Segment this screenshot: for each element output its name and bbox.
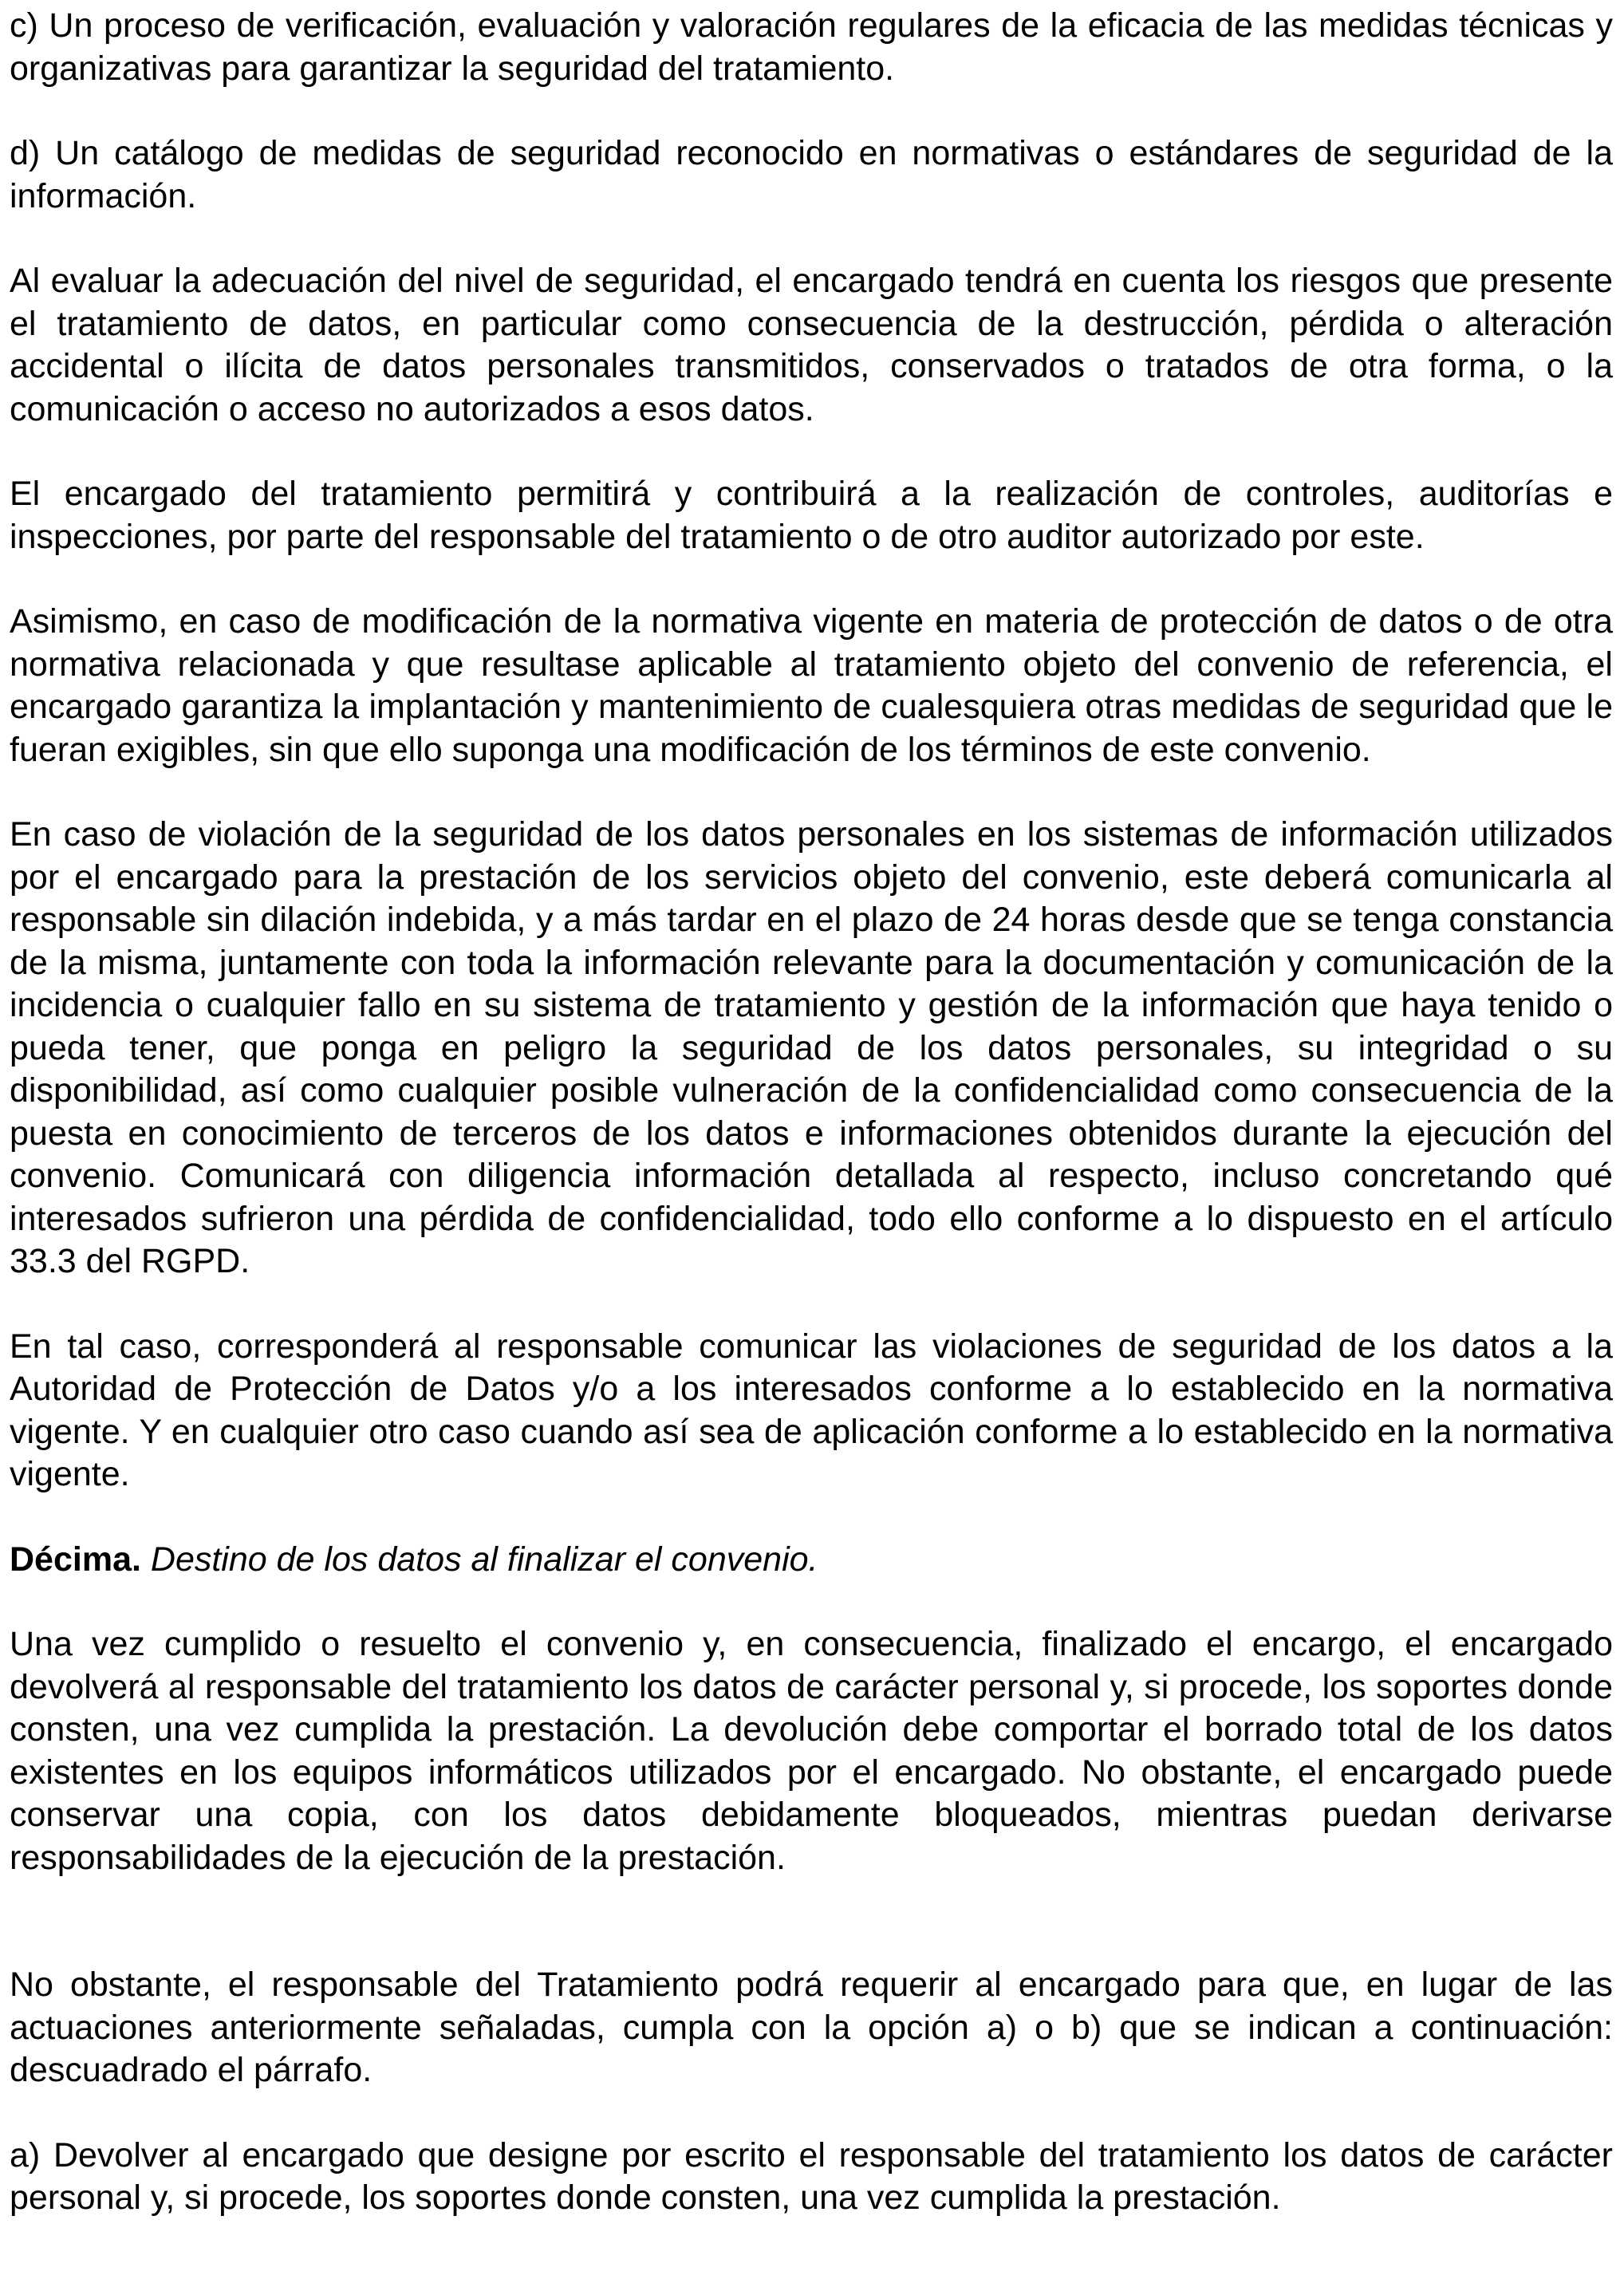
paragraph-data-return: Una vez cumplido o resuelto el convenio y, en consecuencia, finalizado el encargo, el encargado devolverá al responsable del tratamiento los datos de carácter personal y, si procede, los soportes donde consten, una vez cumplida la prestación. La devolución debe comportar el borrado total de los datos existentes en los equipos informáticos utilizados por el encargado. No obstante, el encargado puede conservar una copia, con los datos debidamente bloqueados, mientras puedan derivarse responsabilidades de la ejecución de la prestación. (10, 1625, 1613, 1877)
paragraph-audits: El encargado del tratamiento permitirá y contribuirá a la realización de controles, auditorías e inspecciones, por parte del responsable del tratamiento o de otro auditor autorizado por este. (10, 475, 1613, 556)
paragraph-regulation-changes: Asimismo, en caso de modificación de la normativa vigente en materia de protección de datos o de otra normativa relacionada y que resultase aplicable al tratamiento objeto del convenio de referencia, el encargado garantiza la implantación y mantenimiento de cualesquiera otras medidas de seguridad que le fueran exigibles, sin que ello suponga una modificación de los términos de este convenio. (10, 602, 1613, 769)
paragraph-breach-notification: En tal caso, corresponderá al responsable comunicar las violaciones de seguridad de los datos a la Autoridad de Protección de Datos y/o a los interesados conforme a lo establecido en la normativa vigente. Y en cualquier otro caso cuando así sea de aplicación conforme a lo establecido en la normativa vigente. (10, 1327, 1613, 1493)
paragraph-item-d: d) Un catálogo de medidas de seguridad reconocido en normativas o estándares de seguridad de la información. (10, 134, 1613, 215)
paragraph-risk-evaluation: Al evaluar la adecuación del nivel de seguridad, el encargado tendrá en cuenta los riesgos que presente el tratamiento de datos, en particular como consecuencia de la destrucción, pérdida o alteración accidental o ilícita de datos personales transmitidos, conservados o tratados de otra forma, o la comunicación o acceso no autorizados a esos datos. (10, 262, 1613, 428)
paragraph-item-c: c) Un proceso de verificación, evaluación y valoración regulares de la eficacia de las medidas técnicas y organizativas para garantizar la seguridad del tratamiento. (10, 6, 1613, 88)
paragraph-security-breach: En caso de violación de la seguridad de los datos personales en los sistemas de información utilizados por el encargado para la prestación de los servicios objeto del convenio, este deberá comunicarla al responsable sin dilación indebida, y a más tardar en el plazo de 24 horas desde que se tenga constancia de la misma, juntamente con toda la información relevante para la documentación y comunicación de la incidencia o cualquier fallo en su sistema de tratamiento y gestión de la información que haya tenido o pueda tener, que ponga en peligro la seguridad de los datos personales, su integridad o su disponibilidad, así como cualquier posible vulneración de la confidencialidad como consecuencia de la puesta en conocimiento de terceros de los datos e informaciones obtenidos durante la ejecución del convenio. Comunicará con diligencia información detallada al respecto, incluso concretando qué interesados sufrieron una pérdida de confidencialidad, todo ello conforme a lo dispuesto en el artículo 33.3 del RGPD. (10, 815, 1613, 1280)
clause-number: Décima. (10, 1540, 141, 1579)
clause-heading (10, 1539, 1613, 1582)
paragraph-option-a: a) Devolver al encargado que designe por escrito el responsable del tratamiento los datos de carácter personal y, si procede, los soportes donde consten, una vez cumplida la prestación. (10, 2135, 1613, 2217)
paragraph-alternative-options: No obstante, el responsable del Tratamiento podrá requerir al encargado para que, en lugar de las actuaciones anteriormente señaladas, cumpla con la opción a) o b) que se indican a continuación: descuadrado el párrafo. (10, 1965, 1613, 2089)
clause-title: Destino de los datos al finalizar el convenio. (150, 1540, 818, 1579)
document-page (10, 5, 1613, 2220)
